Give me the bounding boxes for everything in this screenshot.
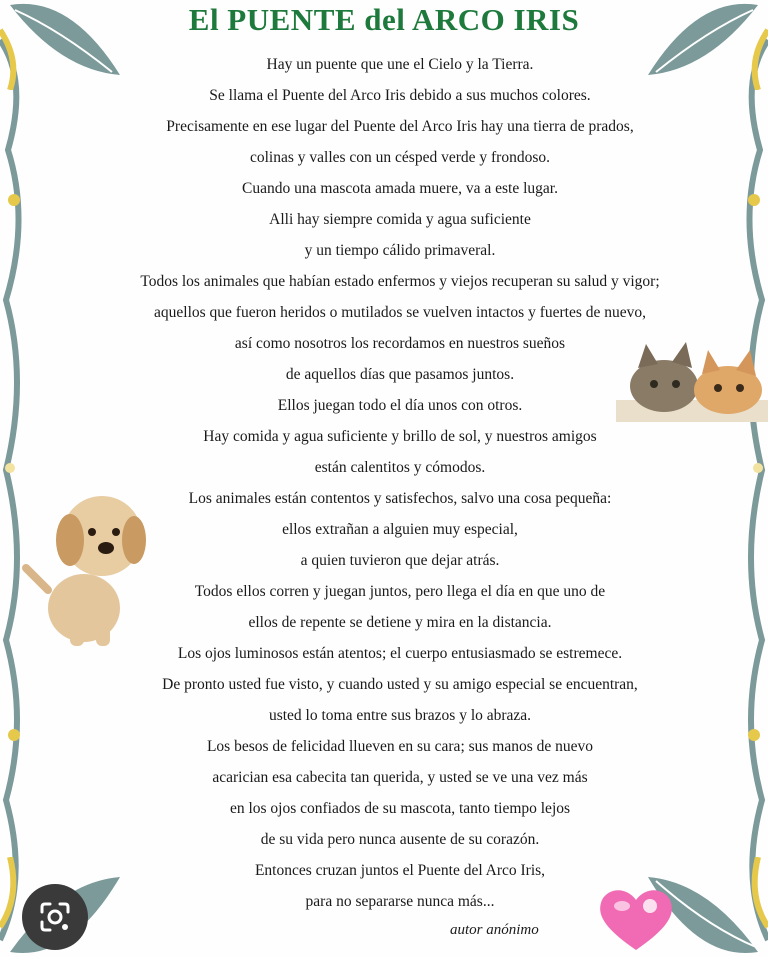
left-border-ornament [0, 0, 34, 957]
poem-line: en los ojos confiados de su mascota, tanto tiempo lejos [229, 800, 571, 817]
poem-line: Los besos de felicidad llueven en su cara; sus manos de nuevo [206, 738, 594, 755]
poem-line: ellos de repente se detiene y mira en la distancia. [248, 614, 552, 631]
poem-line: colinas y valles con un césped verde y frondoso. [249, 149, 550, 166]
poem-line: Hay comida y agua suficiente y brillo de sol, y nuestros amigos [203, 428, 597, 445]
poem-line: y un tiempo cálido primaveral. [304, 242, 496, 259]
author-signature: autor anónimo [450, 922, 539, 938]
poem-line: Los ojos luminosos están atentos; el cuerpo entusiasmado se estremece. [177, 645, 623, 662]
poem-line: Ellos juegan todo el día unos con otros. [277, 397, 523, 414]
google-lens-icon [38, 900, 72, 934]
poem-line: a quien tuvieron que dejar atrás. [300, 552, 500, 569]
heart-icon [596, 884, 676, 954]
poem-line: de aquellos días que pasamos juntos. [285, 366, 515, 383]
page-title: El PUENTE del ARCO IRIS [188, 2, 580, 37]
poem-line: Hay un puente que une el Cielo y la Tierra. [266, 56, 534, 73]
google-lens-button[interactable] [22, 884, 88, 950]
poem-line: acarician esa cabecita tan querida, y usted se ve una vez más [212, 769, 588, 786]
poem-line: Los animales están contentos y satisfechos, salvo una cosa pequeña: [188, 490, 612, 507]
poem-line: están calentitos y cómodos. [314, 459, 486, 476]
poem-line: Todos ellos corren y juegan juntos, pero llega el día en que uno de [194, 583, 606, 600]
poem-line: Se llama el Puente del Arco Iris debido a sus muchos colores. [209, 87, 591, 104]
poem-line: Entonces cruzan juntos el Puente del Arco Iris, [254, 862, 546, 879]
poem-line: Precisamente en ese lugar del Puente del Arco Iris hay una tierra de prados, [166, 118, 634, 135]
poem-line: para no separarse nunca más... [305, 893, 495, 910]
poem-line: Todos los animales que habían estado enfermos y viejos recuperan su salud y vigor; [140, 273, 660, 290]
poem-line: usted lo toma entre sus brazos y lo abraza. [268, 707, 532, 724]
poem-line: ellos extrañan a alguien muy especial, [282, 521, 518, 538]
poem-line: Alli hay siempre comida y agua suficiente [269, 211, 531, 228]
poem-line: de su vida pero nunca ausente de su corazón. [260, 831, 540, 848]
puppy-image [22, 490, 150, 650]
poem-line: así como nosotros los recordamos en nuestros sueños [234, 335, 566, 352]
kittens-image [616, 338, 768, 422]
poem-line: Cuando una mascota amada muere, va a este lugar. [242, 180, 558, 197]
poem-line: aquellos que fueron heridos o mutilados se vuelven intactos y fuertes de nuevo, [154, 304, 646, 321]
poem-line: De pronto usted fue visto, y cuando usted y su amigo especial se encuentran, [162, 676, 638, 693]
